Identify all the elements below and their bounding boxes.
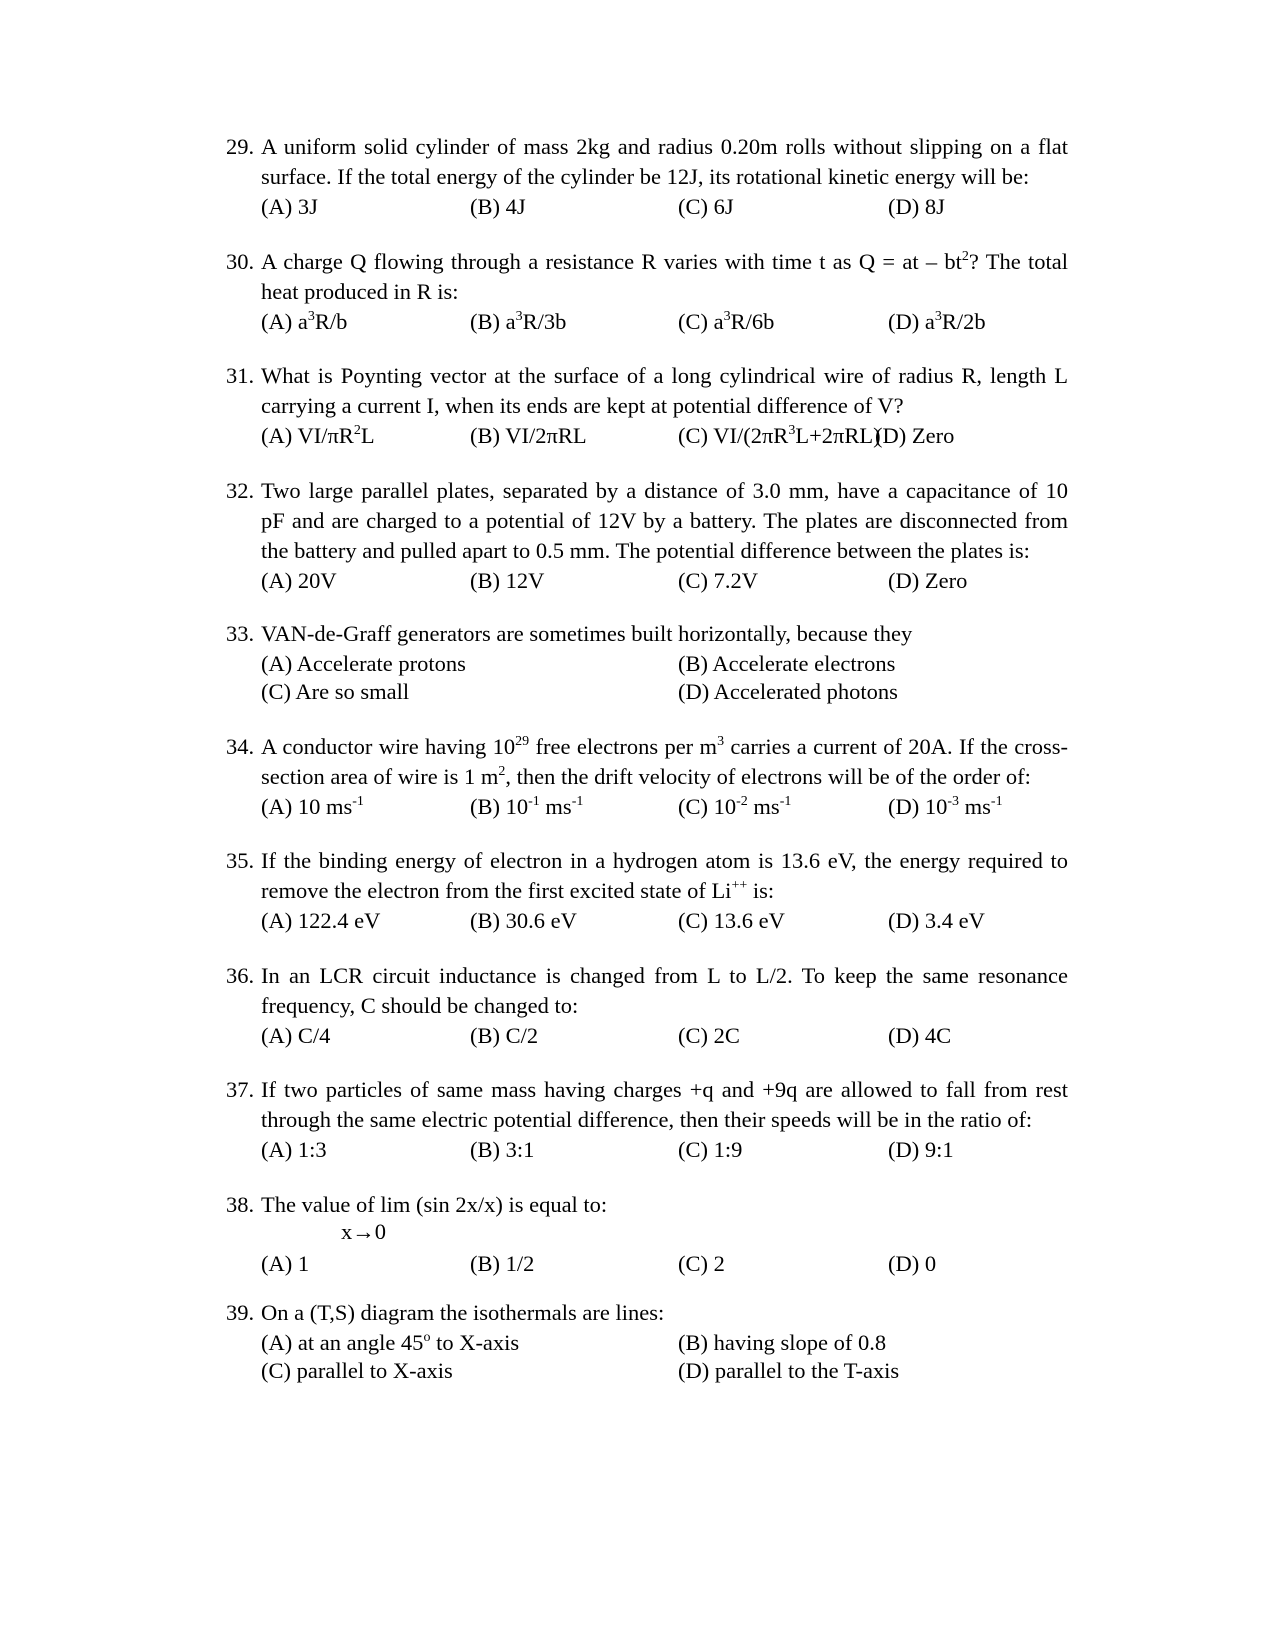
question-number: 29. (226, 134, 255, 159)
option-b: (B) 3:1 (470, 1137, 535, 1162)
option-d: (D) 0 (888, 1251, 937, 1276)
option-b: (B) Accelerate electrons (678, 651, 896, 676)
option-a: (A) 10 $ms^{-1}$ (261, 794, 364, 819)
option-a: (A) 3J (261, 194, 318, 219)
question-32 (226, 476, 1068, 596)
option-b: (B) 12V (470, 568, 545, 593)
question-text-line: In an LCR circuit inductance is changed from L to L/2. To keep the same resonance (261, 963, 1068, 988)
option-d: (D) Zero (888, 568, 968, 593)
option-b: (B) $10^{-1}$ $ms^{-1}$ (470, 794, 584, 819)
question-number: 34. (226, 734, 255, 759)
option-c: (C) 13.6 eV (678, 908, 785, 933)
option-b: (B) 1/2 (470, 1251, 535, 1276)
option-d: (D) $10^{-3}$ $ms^{-1}$ (888, 794, 1003, 819)
option-a: (A) 20V (261, 568, 337, 593)
question-text-line: The value of lim (sin 2x/x) is equal to: (261, 1192, 608, 1217)
question-text-line: On a (T,S) diagram the isothermals are lines: (261, 1300, 665, 1325)
options-row (261, 307, 1068, 337)
option-a: (A) at an angle 45$^o$ to X-axis (261, 1330, 520, 1355)
option-c: (C) 2 (678, 1251, 725, 1276)
option-a: (A) 1 (261, 1251, 310, 1276)
options-row (261, 677, 1068, 707)
question-37 (226, 1075, 1068, 1165)
question-38 (226, 1190, 1068, 1279)
option-a: (A) $VI/\pi R^2L$ (261, 423, 375, 448)
option-d: (D) Accelerated photons (678, 679, 898, 704)
question-text-line: heat produced in R is: (261, 279, 459, 304)
options-row (261, 192, 1068, 222)
question-text-line: frequency, C should be changed to: (261, 993, 579, 1018)
question-number: 33. (226, 621, 255, 646)
option-c: (C) Are so small (261, 679, 410, 704)
option-b: (B) 4J (470, 194, 526, 219)
question-text-line: surface. If the total energy of the cylinder be 12J, its rotational kinetic energy will be: (261, 164, 1030, 189)
question-33 (226, 619, 1068, 707)
question-29 (226, 132, 1068, 222)
question-text-line: Two large parallel plates, separated by a distance of 3.0 mm, have a capacitance of 10 (261, 478, 1068, 503)
option-b: (B) VI/2πRL (470, 423, 587, 448)
question-text-line: VAN-de-Graff generators are sometimes built horizontally, because they (261, 621, 913, 646)
option-c: (C) $10^{-2}$ $ms^{-1}$ (678, 794, 792, 819)
question-31 (226, 361, 1068, 451)
options-row (261, 1135, 1068, 1165)
question-number: 30. (226, 249, 255, 274)
options-row (261, 1356, 1068, 1386)
question-36 (226, 961, 1068, 1051)
option-b: (B) $a^3R/3b$ (470, 309, 567, 334)
question-number: 31. (226, 363, 255, 388)
option-a: (A) $a^3R/b$ (261, 309, 348, 334)
options-row (261, 1328, 1068, 1358)
option-d: (D) Zero (875, 423, 955, 448)
option-b: (B) 30.6 eV (470, 908, 577, 933)
options-row (261, 421, 1068, 451)
option-d: (D) 3.4 eV (888, 908, 985, 933)
option-a: (A) Accelerate protons (261, 651, 466, 676)
question-text-line: pF and are charged to a potential of 12V by a battery. The plates are disconnected from (261, 508, 1068, 533)
option-c: (C) 2C (678, 1023, 740, 1048)
question-text-line: remove the electron from the first excited state of Li++ is: (261, 878, 775, 903)
option-a: (A) 122.4 eV (261, 908, 381, 933)
options-row (261, 906, 1068, 936)
question-number: 36. (226, 963, 255, 988)
option-d: (D) parallel to the T-axis (678, 1358, 900, 1383)
option-d: (D) 4C (888, 1023, 952, 1048)
question-text-line: A conductor wire having $10^{29}$ free electrons per $m^3$ carries a current of 20A. If the cross- (261, 734, 1068, 759)
question-34 (226, 732, 1068, 822)
question-35 (226, 846, 1068, 936)
question-text-line: the battery and pulled apart to 0.5 mm. The potential difference between the plates is: (261, 538, 1030, 563)
question-number: 38. (226, 1192, 255, 1217)
question-text-line: What is Poynting vector at the surface of a long cylindrical wire of radius R, length L (261, 363, 1068, 388)
option-c: (C) parallel to X-axis (261, 1358, 453, 1383)
question-number: 37. (226, 1077, 255, 1102)
question-text-line: A charge Q flowing through a resistance R varies with time t as Q = at – $bt^2$? The total (261, 249, 1069, 274)
option-b: (B) C/2 (470, 1023, 539, 1048)
question-text-line: through the same electric potential difference, then their speeds will be in the ratio of: (261, 1107, 1033, 1132)
option-a: (A) C/4 (261, 1023, 331, 1048)
limit-subscript: x→0 (341, 1219, 386, 1244)
option-a: (A) 1:3 (261, 1137, 327, 1162)
option-c: (C) $VI/(2\pi R^3L+2\pi RL)$ (678, 423, 881, 448)
options-row (261, 1021, 1068, 1051)
option-b: (B) having slope of 0.8 (678, 1330, 887, 1355)
question-text-line: carrying a current I, when its ends are kept at potential difference of V? (261, 393, 904, 418)
question-number: 32. (226, 478, 255, 503)
question-text-line: If two particles of same mass having charges +q and +9q are allowed to fall from rest (261, 1077, 1068, 1102)
question-30 (226, 247, 1068, 337)
options-row (261, 792, 1068, 822)
option-d: (D) 9:1 (888, 1137, 954, 1162)
question-39 (226, 1298, 1068, 1386)
option-d: (D) 8J (888, 194, 945, 219)
question-number: 35. (226, 848, 255, 873)
option-c: (C) $a^3R/6b$ (678, 309, 775, 334)
question-text-line: section area of wire is 1 $m^2$, then the drift velocity of electrons will be of the order of: (261, 764, 1031, 789)
options-row (261, 566, 1068, 596)
options-row (261, 649, 1068, 679)
option-d: (D) $a^3R/2b$ (888, 309, 986, 334)
option-c: (C) 1:9 (678, 1137, 743, 1162)
options-row (261, 1249, 1068, 1279)
question-number: 39. (226, 1300, 255, 1325)
option-c: (C) 7.2V (678, 568, 758, 593)
question-text-line: If the binding energy of electron in a hydrogen atom is 13.6 eV, the energy required to (261, 848, 1068, 873)
question-text-line: A uniform solid cylinder of mass 2kg and radius 0.20m rolls without slipping on a flat (261, 134, 1068, 159)
option-c: (C) 6J (678, 194, 734, 219)
